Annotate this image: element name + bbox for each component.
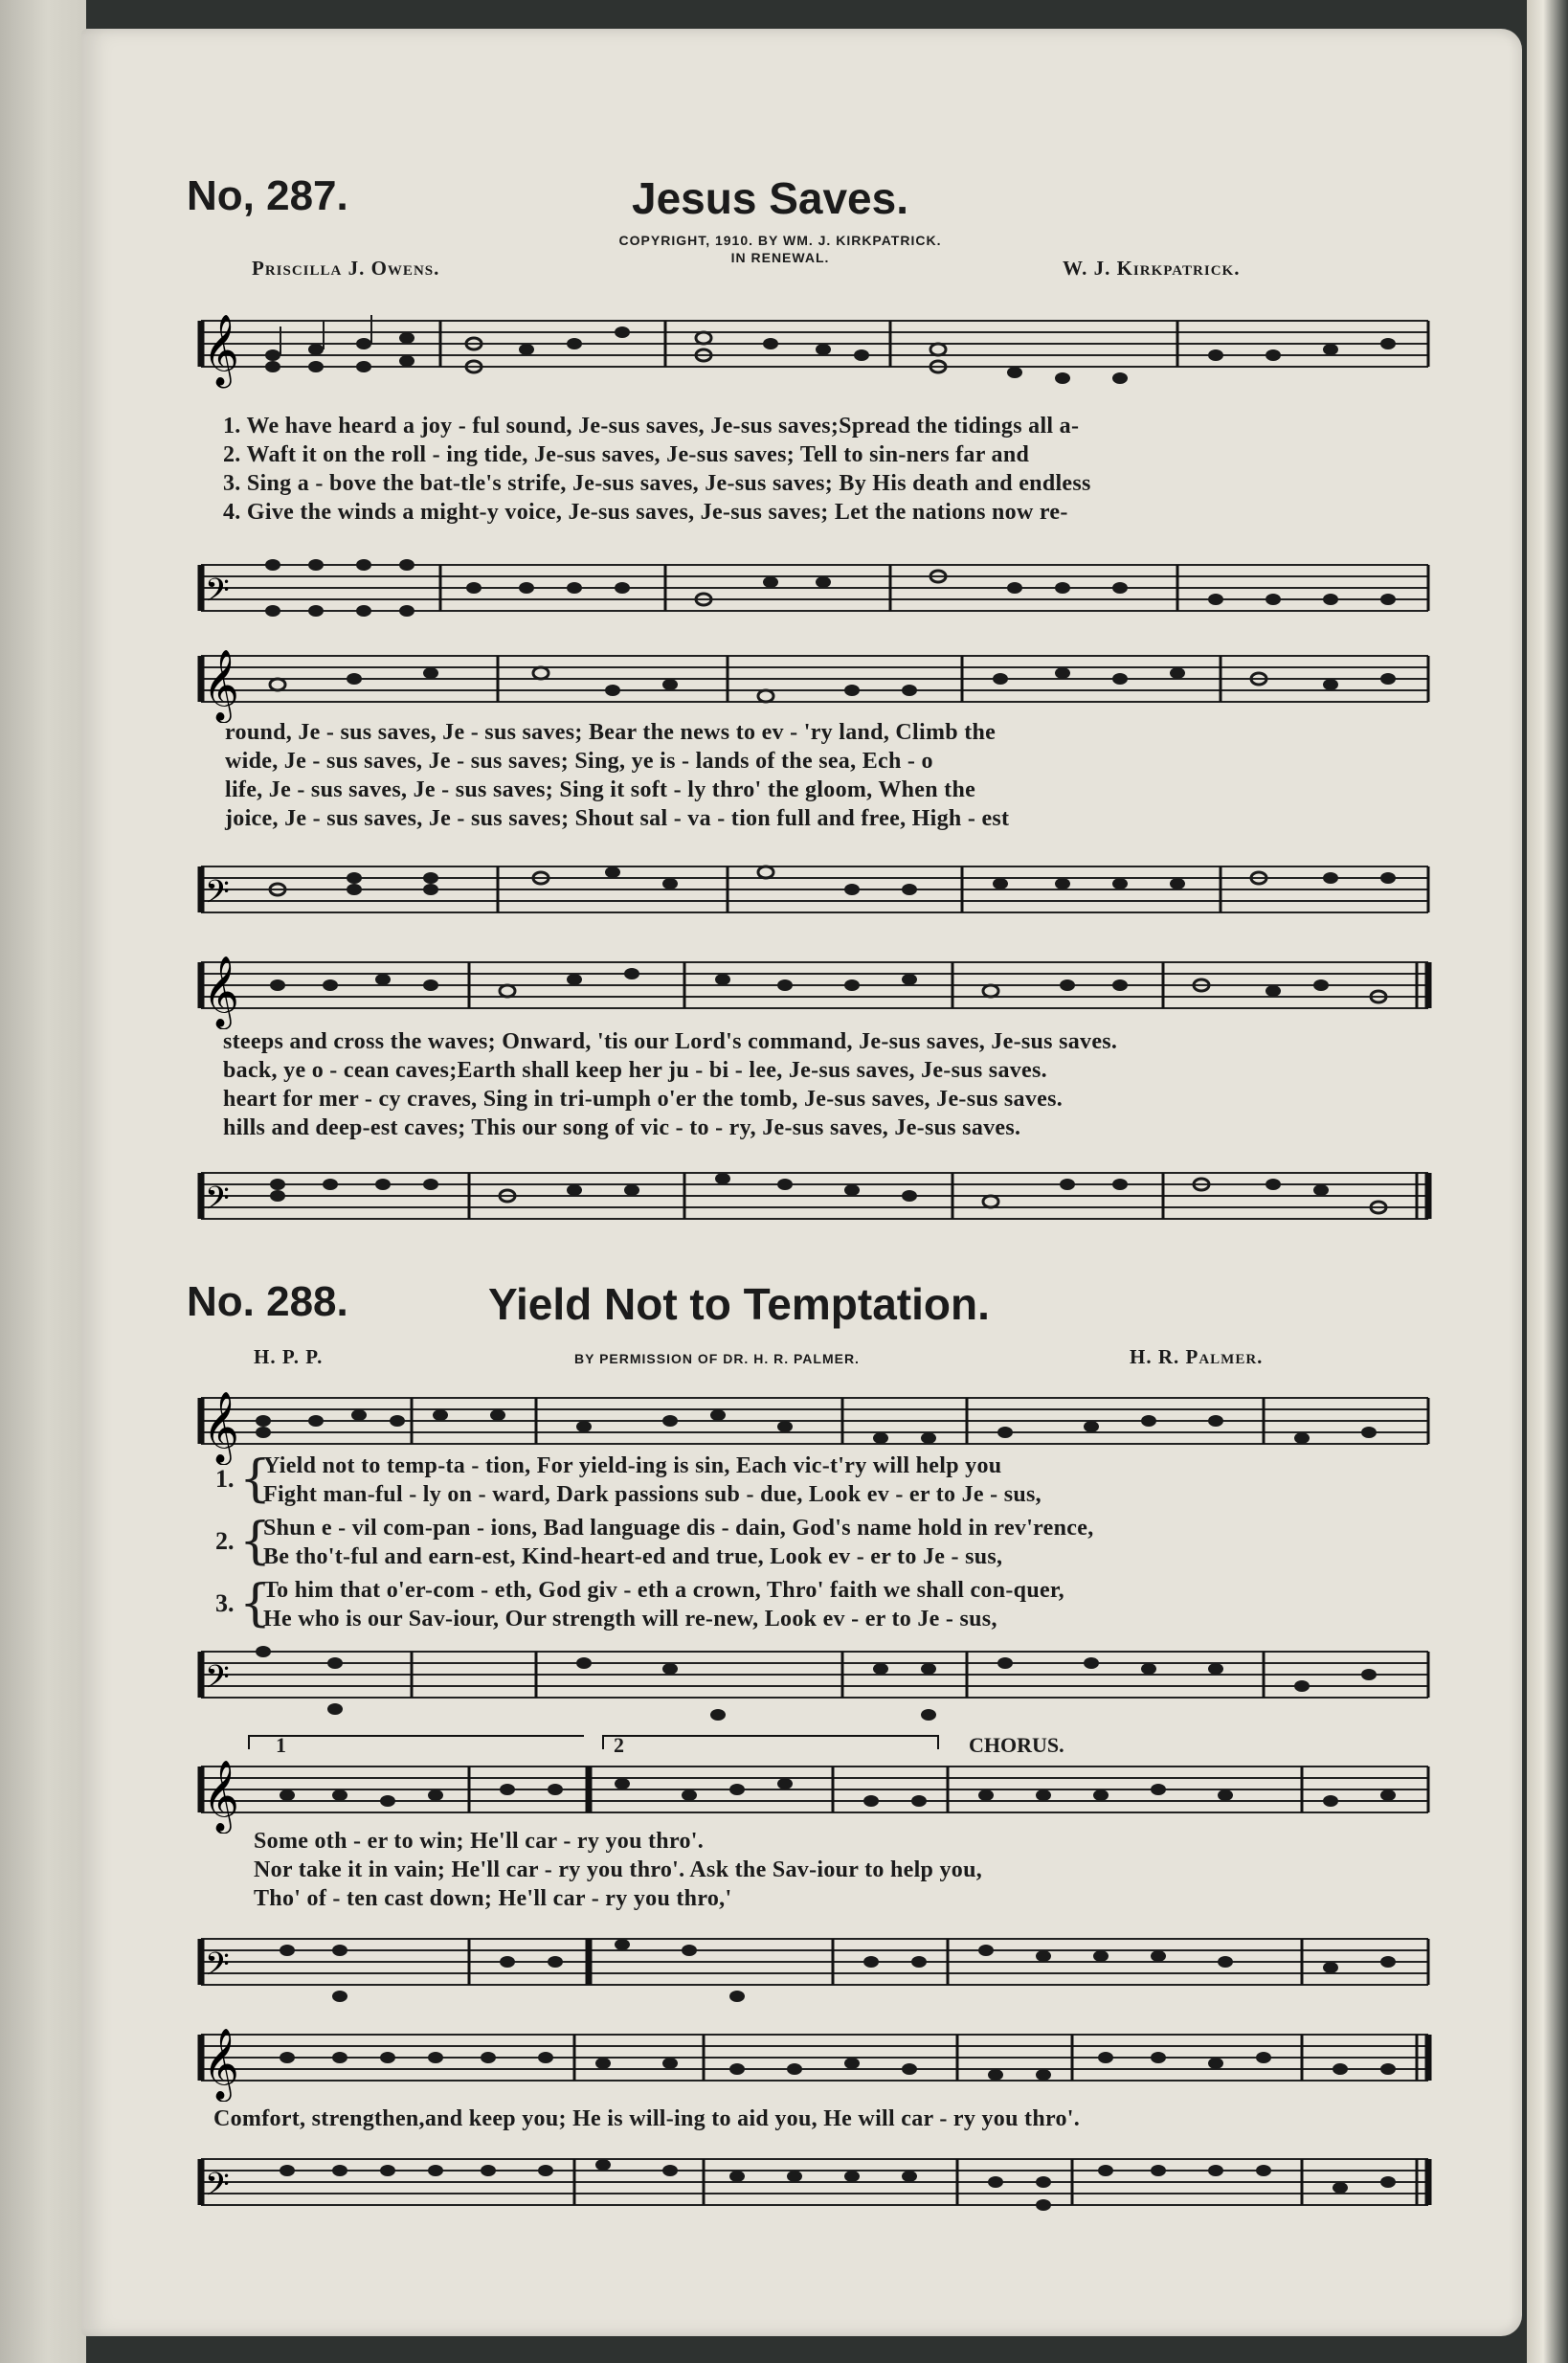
hymn-287-sys1-verse-1: 1. We have heard a joy - ful sound, Je-sus saves, Je-sus saves;Spread the tidings all a- [223, 414, 1080, 439]
hymn-288-verse-number-3: 3. [215, 1589, 235, 1617]
hymn-287-sys1-treble-staff [182, 292, 1445, 397]
treble-clef-icon: 𝄞 [203, 315, 239, 386]
verse-brace-icon: { [239, 1451, 272, 1508]
chorus-label: CHORUS. [969, 1733, 1064, 1757]
bass-clef-icon: 𝄢 [205, 874, 230, 918]
hymn-288-sys1-line-6: He who is our Sav-iour, Our strength will re-new, Look ev - er to Je - sus, [263, 1607, 997, 1632]
hymn-288-title: Yield Not to Temptation. [488, 1279, 990, 1329]
treble-clef-icon: 𝄞 [203, 1761, 239, 1832]
treble-clef-icon: 𝄞 [203, 2029, 239, 2100]
hymn-287-author: Priscilla J. Owens. [252, 257, 440, 280]
hymn-288-sys3-treble-staff [182, 2006, 1445, 2102]
bass-clef-icon: 𝄢 [205, 1659, 230, 1703]
hymn-288-author: H. P. P. [254, 1345, 324, 1368]
verse-brace-icon: { [239, 1575, 272, 1632]
hymn-288-sys2-bass-staff [182, 1910, 1445, 2006]
bass-clef-icon: 𝄢 [205, 573, 230, 617]
hymn-288-sys2-treble-staff [182, 1728, 1445, 1834]
hymn-288-sys2-line-3: Tho' of - ten cast down; He'll car - ry you thro,' [254, 1886, 732, 1911]
hymn-288-number: No. 288. [187, 1278, 348, 1325]
hymn-288-verse-number-1: 1. [215, 1465, 235, 1493]
bass-clef-icon: 𝄢 [205, 1947, 230, 1991]
hymn-287-sys1-verse-3: 3. Sing a - bove the bat-tle's strife, Je-sus saves, Je-sus saves; By His death and endless [223, 471, 1091, 496]
hymn-288-sys1-line-3: Shun e - vil com-pan - ions, Bad language dis - dain, God's name hold in rev'rence, [263, 1516, 1094, 1541]
hymn-287-copyright [589, 232, 972, 266]
second-ending-label: 2 [614, 1733, 624, 1757]
hymn-287-sys1-verse-4: 4. Give the winds a might-y voice, Je-sus saves, Je-sus saves; Let the nations now re- [223, 500, 1068, 525]
hymn-287-sys2-verse-1: round, Je - sus saves, Je - sus saves; Bear the news to ev - 'ry land, Climb the [225, 720, 997, 745]
hymn-288-sys1-bass-staff [182, 1623, 1445, 1728]
bass-clef-icon: 𝄢 [205, 2167, 230, 2211]
hymn-288-sys1-line-5: To him that o'er-com - eth, God giv - eth a crown, Thro' faith we shall con-quer, [263, 1578, 1064, 1603]
hymn-288-sys2-line-1: Some oth - er to win; He'll car - ry you thro'. [254, 1829, 705, 1854]
hymn-287-number: No, 287. [187, 172, 348, 219]
hymn-287-sys1-bass-staff [182, 527, 1445, 632]
hymn-287-sys3-verse-1: steeps and cross the waves; Onward, 'tis our Lord's command, Je-sus saves, Je-sus saves. [223, 1029, 1118, 1054]
hymn-287-sys2-verse-3: life, Je - sus saves, Je - sus saves; Sing it soft - ly thro' the gloom, When the [225, 777, 976, 802]
hymn-288-sys2-line-2: Nor take it in vain; He'll car - ry you thro'. Ask the Sav-iour to help you, [254, 1857, 983, 1882]
hymn-287-sys3-treble-staff [182, 934, 1445, 1029]
treble-clef-icon: 𝄞 [203, 956, 239, 1027]
hymn-287-composer: W. J. Kirkpatrick. [1063, 257, 1241, 280]
hymn-287-sys2-bass-staff [182, 838, 1445, 934]
hymn-288-sys1-line-2: Fight man-ful - ly on - ward, Dark passions sub - due, Look ev - er to Je - sus, [263, 1482, 1042, 1507]
hymn-287-sys3-verse-3: heart for mer - cy craves, Sing in tri-umph o'er the tomb, Je-sus saves, Je-sus saves. [223, 1087, 1064, 1112]
hymn-288-permission: BY PERMISSION OF DR. H. R. PALMER. [574, 1351, 860, 1366]
hymn-288-sys3-bass-staff [182, 2130, 1445, 2226]
book-edge-right [1527, 0, 1568, 2363]
hymn-288-sys3-line-1: Comfort, strengthen,and keep you; He is will-ing to aid you, He will car - ry you thro'. [213, 2106, 1081, 2131]
hymn-287-sys1-verse-2: 2. Waft it on the roll - ing tide, Je-sus saves, Je-sus saves; Tell to sin-ners far and [223, 442, 1030, 467]
hymnal-page [81, 29, 1522, 2336]
book-spine-left [0, 0, 86, 2363]
hymn-288-sys1-line-1: Yield not to temp-ta - tion, For yield-ing is sin, Each vic-t'ry will help you [263, 1453, 1002, 1478]
hymn-287-sys3-verse-4: hills and deep-est caves; This our song of vic - to - ry, Je-sus saves, Je-sus saves. [223, 1115, 1021, 1140]
first-ending-label: 1 [276, 1733, 286, 1757]
treble-clef-icon: 𝄞 [203, 1392, 239, 1463]
hymn-288-sys1-line-4: Be tho't-ful and earn-est, Kind-heart-ed and true, Look ev - er to Je - sus, [263, 1544, 1003, 1569]
copyright-line-2: IN RENEWAL. [730, 250, 830, 265]
copyright-line-1: COPYRIGHT, 1910. BY WM. J. KIRKPATRICK. [618, 233, 942, 248]
hymn-288-composer: H. R. Palmer. [1130, 1345, 1264, 1368]
hymn-288-verse-number-2: 2. [215, 1527, 235, 1555]
hymn-287-sys3-verse-2: back, ye o - cean caves;Earth shall keep her ju - bi - lee, Je-sus saves, Je-sus saves. [223, 1058, 1047, 1083]
hymn-287-sys2-verse-4: joice, Je - sus saves, Je - sus saves; Shout sal - va - tion full and free, High - est [225, 806, 1010, 831]
hymn-287-sys3-bass-staff [182, 1144, 1445, 1240]
treble-clef-icon: 𝄞 [203, 650, 239, 721]
bass-clef-icon: 𝄢 [205, 1181, 230, 1225]
hymn-287-title: Jesus Saves. [632, 173, 909, 223]
hymn-288-sys1-treble-staff [182, 1369, 1445, 1465]
hymn-287-sys2-treble-staff [182, 627, 1445, 723]
hymn-287-sys2-verse-2: wide, Je - sus saves, Je - sus saves; Sing, ye is - lands of the sea, Ech - o [225, 749, 933, 774]
verse-brace-icon: { [239, 1513, 272, 1570]
